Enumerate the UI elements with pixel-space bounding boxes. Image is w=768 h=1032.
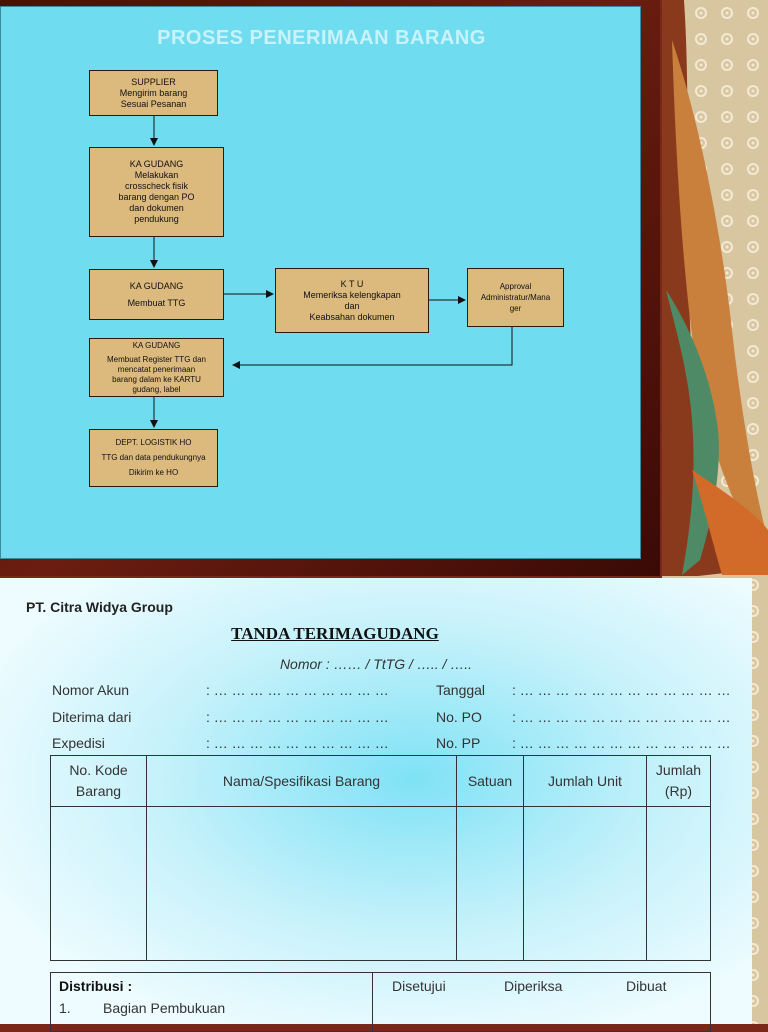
header-text: Jumlah [655, 762, 702, 778]
field-value-expedisi[interactable]: : … … … … … … … … … … [206, 735, 389, 751]
cell-jumlah-unit[interactable] [524, 807, 647, 961]
ka-gudang-ttg-box [89, 269, 224, 320]
field-value-nomor-akun[interactable]: : … … … … … … … … … … [206, 682, 389, 698]
box-line: Dikirim ke HO [128, 468, 179, 477]
box-line: crosscheck fisik [124, 181, 188, 191]
distribusi-item-number: 1. [59, 1000, 71, 1016]
box-line: Melakukan [134, 170, 179, 180]
header-jumlah-rp [647, 756, 711, 807]
table-row [51, 807, 711, 961]
field-label-no-po: No. PO [436, 709, 482, 725]
header-satuan: Satuan [457, 756, 524, 807]
field-label-expedisi: Expedisi [52, 735, 105, 751]
box-line: dan dokumen [129, 203, 184, 213]
distribusi-item-text: Bagian Pembukuan [103, 1000, 226, 1016]
approval-box [467, 268, 564, 327]
header-text: Barang [75, 783, 122, 799]
box-line: TTG dan data pendukungnya [101, 453, 206, 462]
company-name: PT. Citra Widya Group [26, 599, 173, 615]
box-line: Approval [499, 282, 532, 291]
items-table [50, 755, 711, 961]
box-line: barang dengan PO [118, 192, 195, 202]
box-line: barang dalam ke KARTU [112, 374, 201, 384]
box-line: DEPT. LOGISTIK HO [115, 438, 192, 447]
signature-disetujui: Disetujui [392, 978, 446, 994]
box-line: gudang, label [132, 384, 181, 394]
box-line: ger [509, 304, 522, 313]
distribusi-label: Distribusi : [59, 978, 133, 994]
box-line: Sesuai Pesanan [120, 98, 187, 109]
form-number: Nomor : …… / TtTG / ….. / ….. [279, 656, 473, 672]
header-jumlah-unit: Jumlah Unit [524, 756, 647, 807]
box-line: Membuat Register TTG dan [106, 354, 206, 364]
header-text: No. Kode [69, 762, 128, 778]
cell-kode[interactable] [51, 807, 147, 961]
field-label-nomor-akun: Nomor Akun [52, 682, 130, 698]
field-label-diterima-dari: Diterima dari [52, 709, 132, 725]
supplier-box [89, 70, 218, 116]
field-value-no-po[interactable]: : … … … … … … … … … … … … [512, 709, 731, 725]
form-title: TANDA TERIMAGUDANG [231, 624, 439, 643]
ktu-box [275, 268, 429, 333]
box-line: pendukung [134, 214, 179, 224]
signature-diperiksa: Diperiksa [504, 978, 563, 994]
box-line: KA GUDANG [129, 280, 184, 291]
field-value-diterima-dari[interactable]: : … … … … … … … … … … [206, 709, 389, 725]
ka-gudang-check-box [89, 147, 224, 237]
box-line: SUPPLIER [131, 76, 176, 87]
box-line: KA GUDANG [129, 159, 184, 169]
box-line: K T U [340, 278, 364, 289]
field-value-tanggal[interactable]: : … … … … … … … … … … … … [512, 682, 731, 698]
box-line: dan [344, 300, 360, 311]
header-text: (Rp) [664, 783, 693, 799]
tanda-terima-form [0, 578, 752, 1024]
box-line: KA GUDANG [132, 340, 181, 350]
ka-gudang-register-box [89, 338, 224, 397]
field-label-tanggal: Tanggal [436, 682, 486, 698]
header-kode-barang [51, 756, 147, 807]
cell-jumlah-rp[interactable] [647, 807, 711, 961]
box-line: Membuat TTG [127, 297, 186, 308]
cell-nama[interactable] [147, 807, 457, 961]
cell-satuan[interactable] [457, 807, 524, 961]
signature-dibuat: Dibuat [626, 978, 667, 994]
dept-logistik-box [89, 429, 218, 487]
header-nama-spesifikasi: Nama/Spesifikasi Barang [147, 756, 457, 807]
box-line: Keabsahan dokumen [309, 311, 395, 322]
field-label-no-pp: No. PP [436, 735, 481, 751]
slide-title: PROSES PENERIMAAN BARANG [157, 27, 486, 49]
box-line: Administratur/Mana [480, 293, 551, 302]
table-header-row [51, 756, 711, 807]
box-line: Mengirim barang [119, 87, 188, 98]
distribusi-section [50, 972, 711, 1032]
box-line: mencatat penerimaan [117, 364, 196, 374]
field-value-no-pp[interactable]: : … … … … … … … … … … … … [512, 735, 731, 751]
distribusi-divider [372, 972, 373, 1032]
box-line: Memeriksa kelengkapan [303, 289, 401, 300]
